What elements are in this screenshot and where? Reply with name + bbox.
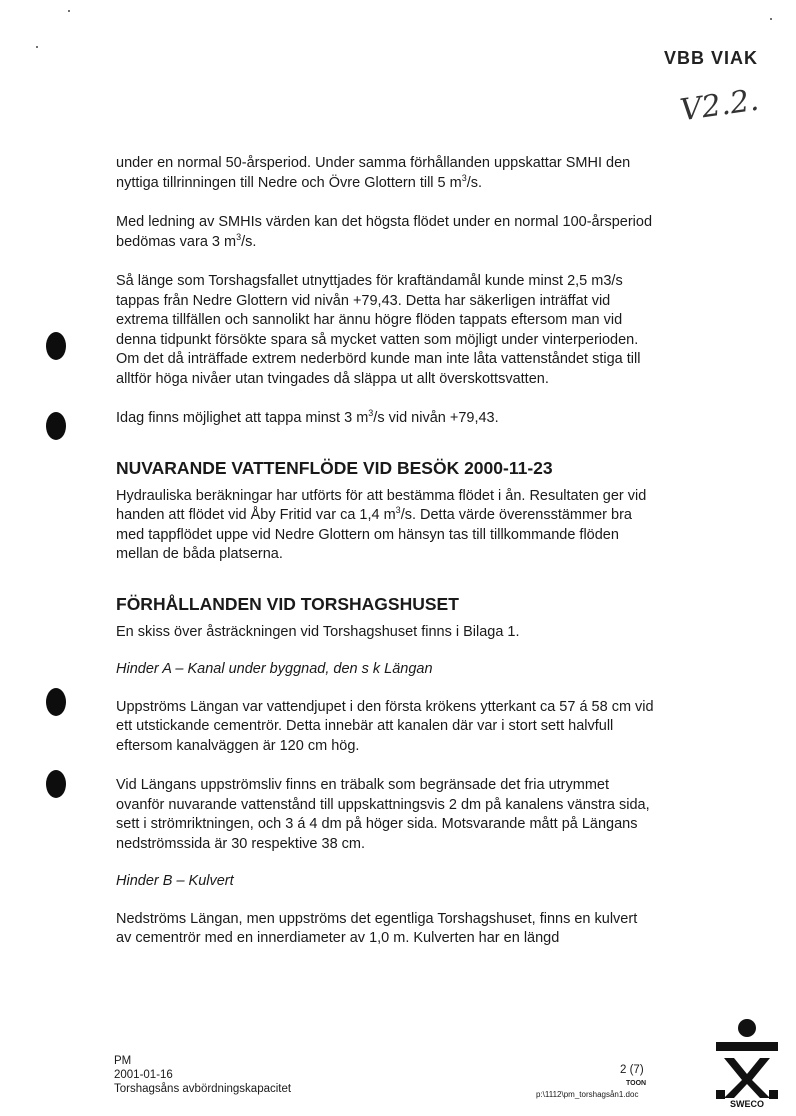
footer-date: 2001-01-16 bbox=[114, 1069, 173, 1081]
punch-hole-4 bbox=[46, 770, 66, 798]
paragraph: Idag finns möjlighet att tappa minst 3 $m^3/s$ vid nivån +79,43. bbox=[116, 408, 499, 426]
paragraph: Vid Längans uppströmsliv finns en träbalk som begränsade det fria utrymmet ovanför nuvarande vattenstånd till uppskattningsvis 2 dm på kanalens vänstra sida, sett i strömriktningen, och 3 á 4 dm på höger sida. Motsvarande mått på Längans nedströmssida är 30 respektive 38 cm. bbox=[116, 777, 650, 852]
paragraph: Nedströms Längan, men uppströms det egentliga Torshagshuset, finns en kulvert av cementrör med en innerdiameter av 1,0 m. Kulverten har en längd bbox=[116, 910, 638, 946]
punch-hole-1 bbox=[46, 332, 66, 360]
footer-code: TOON bbox=[626, 1080, 647, 1087]
sweco-logo-icon bbox=[714, 1018, 780, 1108]
logo-text: SWECO bbox=[729, 1099, 765, 1108]
scan-speck bbox=[770, 18, 772, 20]
subheading: Hinder B – Kulvert bbox=[116, 873, 234, 889]
handwritten-note: V2.2. bbox=[677, 82, 761, 129]
paragraph: En skiss över åsträckningen vid Torshagshuset finns i Bilaga 1. bbox=[116, 623, 520, 640]
company-brand: VBB VIAK bbox=[664, 48, 759, 68]
subheading: Hinder A – Kanal under byggnad, den s k Längan bbox=[116, 661, 433, 677]
paragraph: Uppströms Längan var vattendjupet i den första krökens ytterkant ca 57 á 58 cm vid ett utstickande cementrör. Detta innebär att kanalen där var i stort sett halvfull eftersom kanalväggen är 120 cm hög. bbox=[116, 698, 654, 754]
punch-hole-3 bbox=[46, 688, 66, 716]
paragraph: under en normal 50-årsperiod. Under samma förhållanden uppskattar SMHI den nyttiga tillrinningen till Nedre och Övre Glottern till 5 $m^3/s$. bbox=[116, 155, 631, 191]
section-heading: NUVARANDE VATTENFLÖDE VID BESÖK 2000-11-23 bbox=[116, 457, 553, 478]
section-heading: FÖRHÅLLANDEN VID TORSHAGSHUSET bbox=[116, 593, 459, 614]
scan-speck bbox=[68, 10, 70, 12]
file-path: p:\1112\pm_torshagsån1.doc bbox=[536, 1090, 639, 1099]
footer-info bbox=[114, 1054, 291, 1096]
document-body bbox=[116, 154, 656, 949]
footer-doc-type: PM bbox=[114, 1055, 132, 1067]
page-number: 2 (7) bbox=[620, 1064, 644, 1076]
punch-hole-2 bbox=[46, 412, 66, 440]
paragraph: Med ledning av SMHIs värden kan det högsta flödet under en normal 100-årsperiod bedömas vara 3 $m^3/s$. bbox=[116, 214, 653, 250]
scan-speck bbox=[36, 46, 38, 48]
footer-doc-title: Torshagsåns avbördningskapacitet bbox=[114, 1083, 292, 1095]
paragraph: Hydrauliska beräkningar har utförts för att bestämma flödet i ån. Resultaten ger vid handen att flödet vid Åby Fritid var ca 1,4 $m^3/s$. Detta värde överensstämmer bra med tappflödet uppe vid Nedre Glottern om hänsyn tas till tillkommande flöden mellan de båda platserna. bbox=[116, 487, 647, 562]
paragraph: Så länge som Torshagsfallet utnyttjades för kraftändamål kunde minst 2,5 m3/s tappas från Nedre Glottern vid nivån +79,43. Detta har säkerligen inträffat vid extrema tillfällen och sannolikt har ännu högre flöden tappats eftersom man vid denna tidpunkt försökte spara så mycket vatten som möjligt under vinterperioden. Om det då inträffade extrem nederbörd kunde man inte låta vattenståndet stiga till alltför höga nivåer utan tvingades då släppa ut allt överskottsvatten. bbox=[116, 273, 641, 387]
